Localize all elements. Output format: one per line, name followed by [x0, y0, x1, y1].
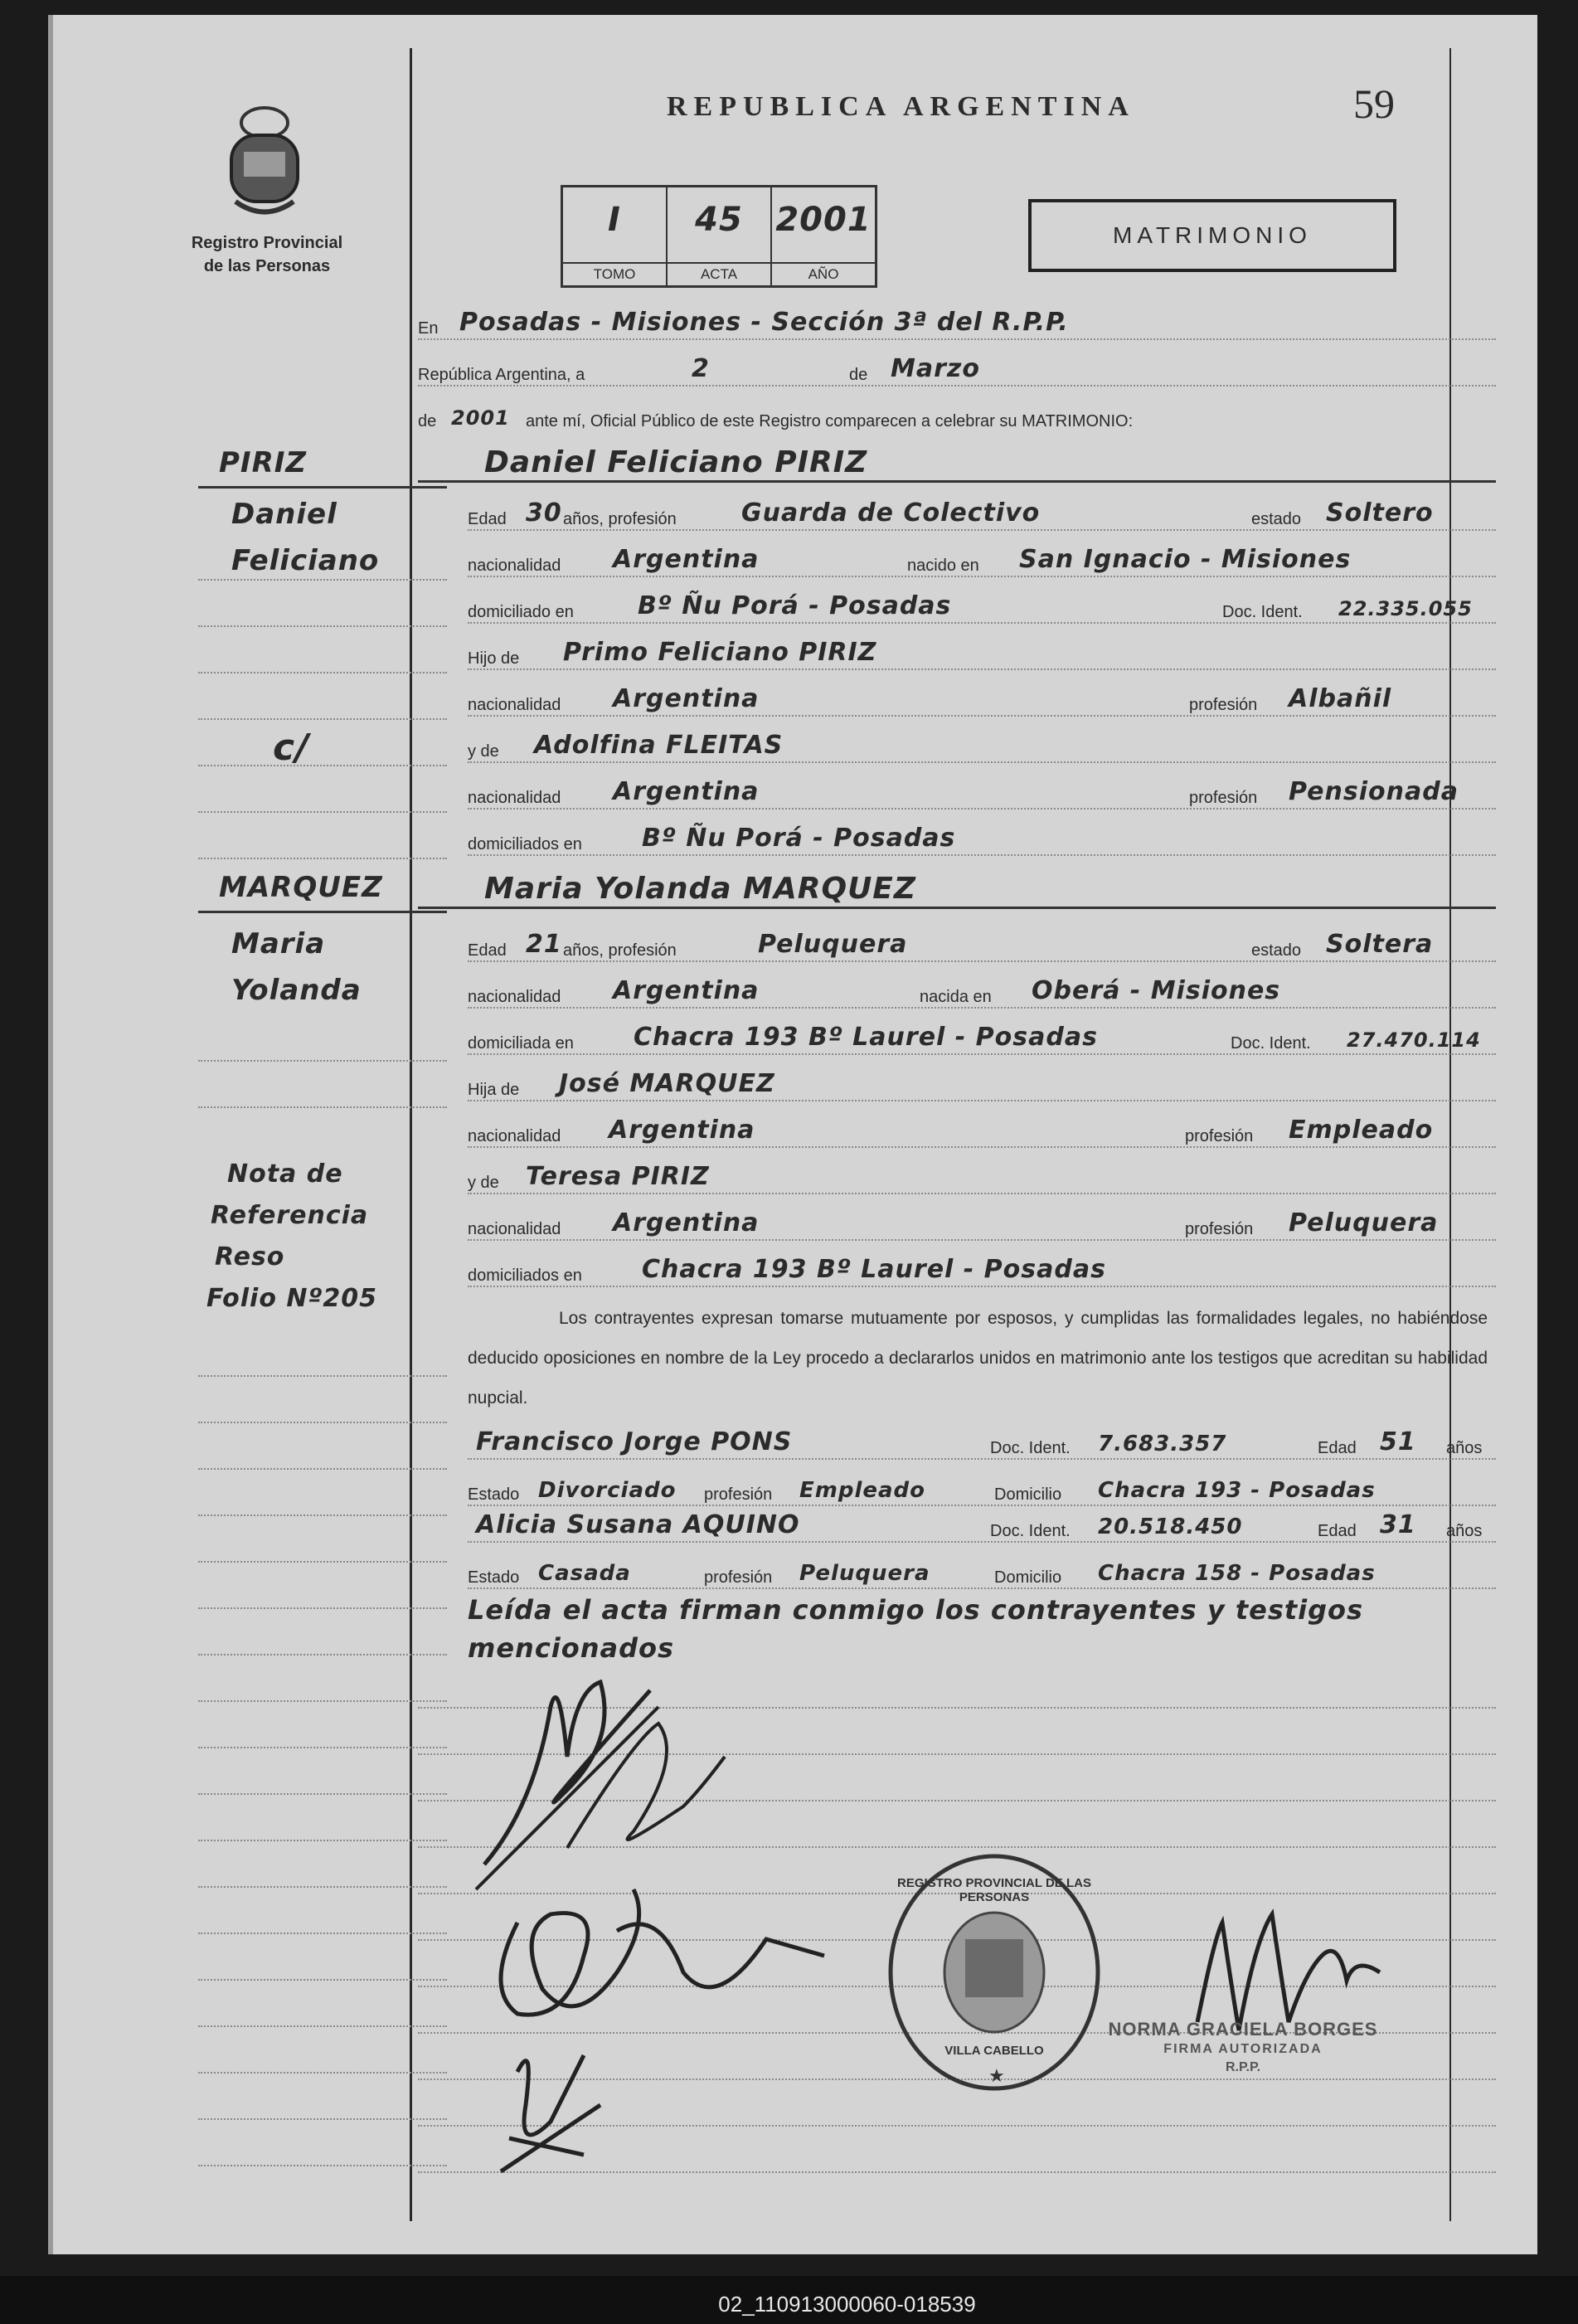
- declaration-paragraph: Los contrayentes expresan tomarse mutuamente por esposos, y cumplidas las formalidades legales, no habiéndose deducido oposiciones en nombre de la Ley procedo a declararlos unidos en matrimonio ante los testigos que acreditan su habilidad nupcial.: [468, 1309, 1488, 1408]
- witness1-doc: 7.683.357: [1098, 1432, 1227, 1456]
- margin-bride-surname: MARQUEZ: [219, 871, 383, 904]
- act-number-box: [561, 185, 877, 288]
- groom-age: 30: [526, 498, 562, 528]
- bride-age-row: Edad 21 años, profesión Peluquera estado Soltera: [468, 919, 1496, 965]
- bride-age: 21: [526, 930, 562, 959]
- bride-nationality-row: nacionalidad Argentina nacida en Oberá - Misiones: [468, 965, 1496, 1012]
- margin-note-3: Reso: [215, 1242, 285, 1271]
- margin-groom-surname: PIRIZ: [219, 446, 308, 479]
- record-type-box: MATRIMONIO: [1028, 199, 1396, 272]
- acta-value: 45: [695, 201, 743, 239]
- bride-birthplace: Oberá - Misiones: [1032, 976, 1281, 1005]
- margin-divider: [410, 48, 412, 2221]
- groom-address: Bº Ñu Porá - Posadas: [638, 591, 952, 620]
- bride-parents-address: Chacra 193 Bº Laurel - Posadas: [642, 1255, 1106, 1284]
- bride-mother-nat-row: nacionalidad Argentina profesión Peluquera: [468, 1198, 1496, 1244]
- date-row: República Argentina, a 2 de Marzo: [418, 343, 1496, 390]
- bride-address: Chacra 193 Bº Laurel - Posadas: [634, 1023, 1098, 1052]
- bride-parents-address-row: domiciliados en Chacra 193 Bº Laurel - Posadas: [468, 1244, 1496, 1291]
- margin-connector: c/: [273, 727, 310, 769]
- bride-full-name: Maria Yolanda MARQUEZ: [484, 872, 916, 906]
- page-number: 59: [1353, 80, 1395, 127]
- bride-name-row: [418, 866, 1496, 912]
- svg-text:★: ★: [988, 2066, 1005, 2087]
- witness2-name: Alicia Susana AQUINO: [476, 1510, 800, 1539]
- acta-label: ACTA: [668, 262, 770, 285]
- country-title: REPUBLICA ARGENTINA: [667, 91, 1135, 122]
- groom-father-profession: Albañil: [1289, 684, 1392, 713]
- officer-name: NORMA GRACIELA BORGES: [1108, 2019, 1378, 2040]
- bride-nationality: Argentina: [613, 976, 760, 1005]
- ano-label: AÑO: [772, 262, 875, 285]
- margin-groom-name-2: Feliciano: [231, 544, 380, 577]
- bride-mother-nationality: Argentina: [613, 1208, 760, 1237]
- groom-age-row: Edad 30 años, profesión Guarda de Colectivo estado Soltero: [468, 488, 1496, 534]
- witness2-age: 31: [1380, 1510, 1416, 1539]
- register-page: [48, 15, 1537, 2254]
- groom-father-nat-row: nacionalidad Argentina profesión Albañil: [468, 673, 1496, 720]
- groom-nationality: Argentina: [613, 545, 760, 574]
- bride-mother-profession: Peluquera: [1289, 1208, 1439, 1237]
- margin-note-2: Referencia: [211, 1201, 369, 1230]
- witness1-address: Chacra 193 - Posadas: [1098, 1478, 1376, 1503]
- witness1-status: Divorciado: [538, 1478, 677, 1503]
- day-value: 2: [692, 354, 710, 383]
- bride-address-row: domiciliada en Chacra 193 Bº Laurel - Posadas Doc. Ident. 27.470.114: [468, 1012, 1496, 1058]
- margin-bride-name-2: Yolanda: [231, 974, 362, 1007]
- officer-title: FIRMA AUTORIZADA: [1163, 2042, 1323, 2056]
- officer-org: R.P.P.: [1225, 2060, 1261, 2074]
- bride-doc: 27.470.114: [1347, 1028, 1481, 1052]
- declaration-text: ante mí, Oficial Público de este Registro comparecen a celebrar su MATRIMONIO:: [526, 412, 1134, 430]
- margin-bride-name-1: Maria: [231, 927, 326, 960]
- witness2-address: Chacra 158 - Posadas: [1098, 1561, 1376, 1586]
- official-seal: [882, 1848, 1106, 2097]
- groom-doc: 22.335.055: [1338, 597, 1473, 620]
- ano-value: 2001: [775, 201, 872, 239]
- bride-profession: Peluquera: [758, 930, 908, 959]
- witness1-profession: Empleado: [799, 1478, 926, 1503]
- witness1-age: 51: [1380, 1427, 1416, 1456]
- bride-father-row: Hija de José MARQUEZ: [468, 1058, 1496, 1105]
- groom-father-row: Hijo de Primo Feliciano PIRIZ: [468, 627, 1496, 673]
- year-row: de 2001 ante mí, Oficial Público de este Registro comparecen a celebrar su MATRIMONIO:: [418, 406, 1134, 430]
- year-value: 2001: [451, 406, 510, 430]
- image-identifier: 02_110913000060-018539: [718, 2292, 976, 2317]
- witness2-detail-row: Estado Casada profesión Peluquera Domicilio Chacra 158 - Posadas: [468, 1546, 1496, 1592]
- tomo-value: I: [608, 201, 621, 239]
- bride-status: Soltera: [1326, 930, 1434, 959]
- registry-name-line1: Registro Provincial: [191, 234, 343, 252]
- witness2-row: Alicia Susana AQUINO Doc. Ident. 20.518.450 Edad 31 años: [468, 1500, 1496, 1546]
- place-row: En Posadas - Misiones - Sección 3ª del R.P.P.: [418, 297, 1496, 343]
- groom-birthplace: San Ignacio - Misiones: [1019, 545, 1352, 574]
- place-value: Posadas - Misiones - Sección 3ª del R.P.P.: [459, 308, 1069, 337]
- groom-father: Primo Feliciano PIRIZ: [563, 638, 877, 667]
- tomo-label: TOMO: [563, 262, 666, 285]
- groom-nationality-row: nacionalidad Argentina nacido en San Ignacio - Misiones: [468, 534, 1496, 581]
- groom-name-row: [418, 440, 1496, 486]
- witness2-status: Casada: [538, 1561, 631, 1586]
- witness1-detail-row: Estado Divorciado profesión Empleado Domicilio Chacra 193 - Posadas: [468, 1463, 1496, 1510]
- groom-mother-nat-row: nacionalidad Argentina profesión Pensionada: [468, 766, 1496, 813]
- witness1-name: Francisco Jorge PONS: [476, 1427, 793, 1456]
- margin-note-4: Folio Nº205: [206, 1284, 378, 1313]
- groom-address-row: domiciliado en Bº Ñu Porá - Posadas Doc. Ident. 22.335.055: [468, 581, 1496, 627]
- groom-profession: Guarda de Colectivo: [741, 498, 1041, 528]
- closing-statement: Leída el acta firman conmigo los contrayentes y testigos mencionados: [468, 1594, 1364, 1664]
- groom-mother-profession: Pensionada: [1289, 777, 1459, 806]
- witness1-row: Francisco Jorge PONS Doc. Ident. 7.683.357 Edad 51 años: [468, 1417, 1496, 1463]
- groom-status: Soltero: [1326, 498, 1434, 528]
- groom-mother-row: y de Adolfina FLEITAS: [468, 720, 1496, 766]
- margin-groom-name-1: Daniel: [231, 498, 337, 531]
- witness2-profession: Peluquera: [799, 1561, 930, 1586]
- bride-father-nat-row: nacionalidad Argentina profesión Empleado: [468, 1105, 1496, 1151]
- bride-father-nationality: Argentina: [609, 1116, 755, 1145]
- seal-text: REGISTRO PROVINCIAL DE LAS PERSONAS: [897, 1876, 1091, 1904]
- witness2-doc: 20.518.450: [1098, 1514, 1243, 1539]
- groom-parents-address: Bº Ñu Porá - Posadas: [642, 824, 956, 853]
- seal-city: VILLA CABELLO: [944, 2044, 1044, 2058]
- bride-father: José MARQUEZ: [559, 1069, 775, 1098]
- month-value: Marzo: [891, 354, 980, 383]
- signatures: [468, 1641, 899, 2205]
- bride-mother-row: y de Teresa PIRIZ: [468, 1151, 1496, 1198]
- groom-mother: Adolfina FLEITAS: [534, 731, 784, 760]
- margin-note-1: Nota de: [227, 1160, 343, 1189]
- groom-father-nationality: Argentina: [613, 684, 760, 713]
- registry-name-line2: de las Personas: [203, 257, 331, 275]
- coat-of-arms-emblem: [219, 98, 310, 222]
- bride-mother: Teresa PIRIZ: [526, 1162, 710, 1191]
- groom-full-name: Daniel Feliciano PIRIZ: [484, 445, 868, 479]
- bride-father-profession: Empleado: [1289, 1116, 1434, 1145]
- footer-bar: [0, 2276, 1578, 2324]
- groom-parents-address-row: domiciliados en Bº Ñu Porá - Posadas: [468, 813, 1496, 859]
- groom-mother-nationality: Argentina: [613, 777, 760, 806]
